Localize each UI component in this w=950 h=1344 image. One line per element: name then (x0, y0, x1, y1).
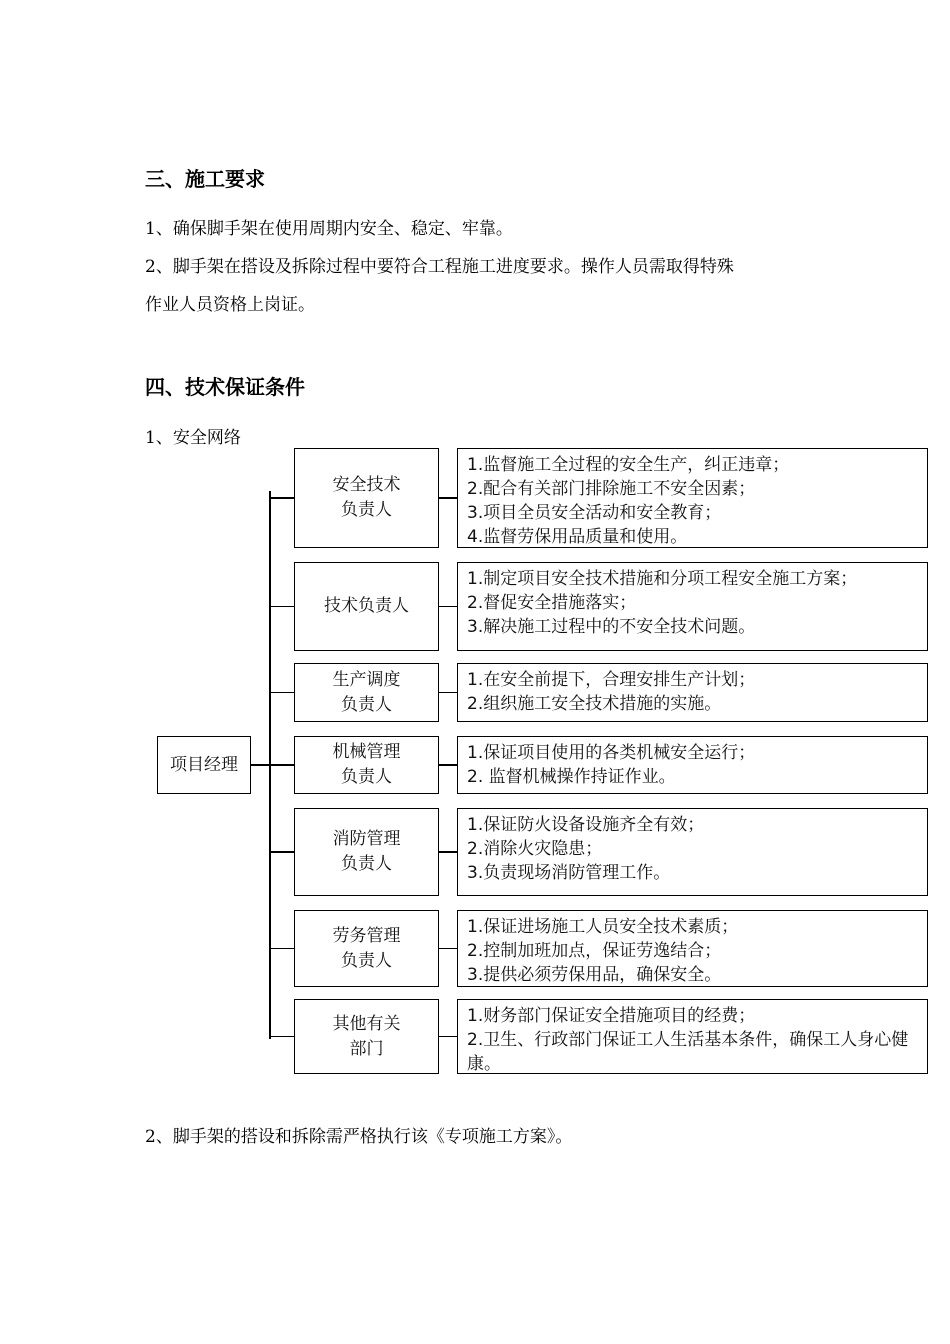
duty-connector (439, 606, 458, 608)
duty-item: 1.在安全前提下，合理安排生产计划； (467, 670, 756, 690)
duty-box-other-departments (457, 999, 928, 1074)
duty-connector (439, 692, 458, 694)
duty-item: 1.保证防火设备设施齐全有效； (467, 815, 705, 835)
duty-connector (439, 948, 458, 950)
branch-connector (270, 606, 294, 608)
org-root-label: 项目经理 (170, 754, 238, 775)
section3-heading: 三、施工要求 (145, 167, 265, 191)
section3-item-1: 1、确保脚手架在使用周期内安全、稳定、牢靠。 (145, 219, 513, 239)
role-box-fire-protection (294, 808, 439, 896)
duty-box-production-dispatch (457, 663, 928, 722)
duty-item: 1.保证项目使用的各类机械安全运行； (467, 743, 756, 763)
duty-item: 1.制定项目安全技术措施和分项工程安全施工方案； (467, 569, 858, 589)
role-label-line: 机械管理 (332, 742, 401, 762)
org-root-box (157, 736, 251, 794)
role-label-line: 部门 (349, 1038, 384, 1059)
role-label-line: 负责人 (341, 500, 392, 520)
role-label-line: 其他有关 (332, 1013, 401, 1034)
duty-item: 1.保证进场施工人员安全技术素质； (467, 917, 739, 937)
branch-connector (270, 764, 294, 766)
duty-item: 1.监督施工全过程的安全生产，纠正违章； (467, 455, 790, 475)
root-connector (251, 764, 270, 766)
role-label-line: 技术负责人 (324, 596, 409, 616)
section3-item-2: 2、脚手架在搭设及拆除过程中要符合工程施工进度要求。操作人员需取得特殊 (145, 257, 734, 277)
duty-connector (439, 497, 458, 499)
duty-box-machinery (457, 736, 928, 794)
duty-item: 2.督促安全措施落实； (467, 593, 637, 613)
duty-item: 2.控制加班加点，保证劳逸结合； (467, 941, 722, 961)
duty-item: 3.负责现场消防管理工作。 (467, 863, 671, 883)
duty-box-safety-tech (457, 448, 928, 548)
duty-connector (439, 851, 458, 853)
duty-box-labor (457, 910, 928, 987)
role-label-line: 负责人 (341, 854, 392, 874)
duty-item: 3.解决施工过程中的不安全技术问题。 (467, 617, 756, 637)
role-box-production-dispatch (294, 663, 439, 722)
role-label-line: 生产调度 (332, 669, 401, 690)
role-box-safety-tech (294, 448, 439, 548)
role-label-line: 负责人 (341, 950, 392, 971)
role-box-other-departments (294, 999, 439, 1074)
duty-item: 3.提供必须劳保用品，确保安全。 (467, 965, 722, 985)
section4-item-1: 1、安全网络 (145, 428, 241, 448)
duty-item: 2.组织施工安全技术措施的实施。 (467, 694, 722, 714)
role-label-line: 消防管理 (332, 829, 401, 849)
duty-connector (439, 1036, 458, 1038)
duty-item: 2.卫生、行政部门保证工人生活基本条件，确保工人身心健康。 (467, 1030, 909, 1074)
section4-item-2: 2、脚手架的搭设和拆除需严格执行该《专项施工方案》。 (145, 1127, 573, 1147)
duty-item: 1.财务部门保证安全措施项目的经费； (467, 1006, 756, 1026)
role-label-line: 负责人 (341, 767, 392, 787)
branch-connector (270, 692, 294, 694)
section4-heading: 四、技术保证条件 (145, 375, 305, 399)
duty-item: 4.监督劳保用品质量和使用。 (467, 527, 688, 547)
branch-connector (270, 1036, 294, 1038)
role-box-tech (294, 562, 439, 651)
role-box-machinery (294, 736, 439, 794)
branch-connector (270, 948, 294, 950)
duty-connector (439, 764, 458, 766)
duty-item: 2. 监督机械操作持证作业。 (467, 767, 676, 787)
role-label-line: 安全技术 (332, 475, 401, 495)
branch-connector (270, 851, 294, 853)
duty-item: 3.项目全员安全活动和安全教育； (467, 503, 722, 523)
role-label-line: 负责人 (341, 694, 392, 715)
role-label-line: 劳务管理 (332, 925, 401, 946)
role-box-labor (294, 910, 439, 987)
section3-item-2-continued: 作业人员资格上岗证。 (145, 295, 315, 315)
duty-item: 2.消除火灾隐患； (467, 839, 603, 859)
duty-box-fire-protection (457, 808, 928, 896)
branch-connector (270, 497, 294, 499)
duty-item: 2.配合有关部门排除施工不安全因素； (467, 479, 756, 499)
duty-box-tech (457, 562, 928, 651)
